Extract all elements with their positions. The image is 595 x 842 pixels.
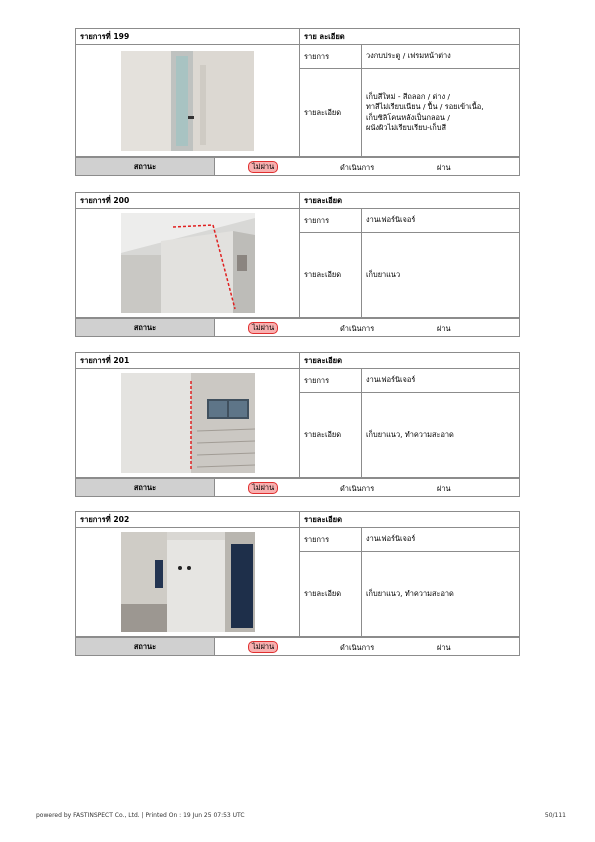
item-value: งานเฟอร์นิเจอร์ — [362, 528, 520, 552]
inspection-photo — [121, 51, 254, 151]
status-option-pass[interactable]: ผ่าน — [437, 643, 451, 652]
item-title: รายการที่ 202 — [76, 512, 300, 528]
photo-cell — [76, 369, 300, 478]
status-option-pass[interactable]: ผ่าน — [437, 484, 451, 493]
inspection-item — [75, 28, 519, 176]
item-value: งานเฟอร์นิเจอร์ — [362, 209, 520, 233]
detail-line: เก็บยาแนว, ทำความสะอาด — [366, 588, 454, 598]
item-label: รายการ — [300, 209, 362, 233]
item-title: รายการที่ 201 — [76, 353, 300, 369]
status-badge-fail[interactable]: ไม่ผ่าน — [248, 482, 278, 494]
detail-line: เก็บยาแนว — [366, 269, 401, 279]
status-options — [215, 158, 520, 176]
detail-label: รายละเอียด — [300, 393, 362, 478]
detail-value — [362, 393, 520, 478]
detail-line: เก็บสีใหม่ - สีถลอก / ด่าง / — [366, 91, 450, 101]
inspection-item — [75, 511, 519, 656]
item-value: วงกบประตู / เฟรมหน้าต่าง — [362, 45, 520, 69]
item-value: งานเฟอร์นิเจอร์ — [362, 369, 520, 393]
inspection-photo — [121, 532, 255, 632]
detail-line: เก็บซิลิโคนหลังเป็นกลอน / — [366, 112, 450, 122]
status-label: สถานะ — [76, 638, 215, 656]
status-option-in-progress[interactable]: ดำเนินการ — [340, 163, 375, 172]
detail-value — [362, 69, 520, 157]
photo-cell — [76, 45, 300, 157]
status-option-pass[interactable]: ผ่าน — [437, 163, 451, 172]
page-number: 50/111 — [544, 812, 566, 819]
detail-label: รายละเอียด — [300, 233, 362, 318]
footer-printed-on: powered by FASTINSPECT Co., Ltd. | Printed On : 19 Jun 25 07:53 UTC — [36, 812, 245, 819]
inspection-photo — [121, 213, 255, 313]
detail-header: รายละเอียด — [300, 193, 520, 209]
photo-cell — [76, 209, 300, 318]
status-options — [215, 319, 520, 337]
detail-header: ราย ละเอียด — [300, 29, 520, 45]
detail-label: รายละเอียด — [300, 552, 362, 637]
detail-value — [362, 233, 520, 318]
status-badge-fail[interactable]: ไม่ผ่าน — [248, 641, 278, 653]
item-title: รายการที่ 199 — [76, 29, 300, 45]
status-options — [215, 479, 520, 497]
inspection-item — [75, 192, 519, 337]
photo-cell — [76, 528, 300, 637]
status-badge-fail[interactable]: ไม่ผ่าน — [248, 161, 278, 173]
status-option-in-progress[interactable]: ดำเนินการ — [340, 484, 375, 493]
status-label: สถานะ — [76, 158, 215, 176]
detail-value — [362, 552, 520, 637]
status-option-in-progress[interactable]: ดำเนินการ — [340, 324, 375, 333]
detail-line: เก็บยาแนว, ทำความสะอาด — [366, 429, 454, 439]
item-label: รายการ — [300, 528, 362, 552]
status-badge-fail[interactable]: ไม่ผ่าน — [248, 322, 278, 334]
status-option-pass[interactable]: ผ่าน — [437, 324, 451, 333]
detail-label: รายละเอียด — [300, 69, 362, 157]
item-label: รายการ — [300, 369, 362, 393]
status-option-in-progress[interactable]: ดำเนินการ — [340, 643, 375, 652]
status-options — [215, 638, 520, 656]
status-label: สถานะ — [76, 479, 215, 497]
item-title: รายการที่ 200 — [76, 193, 300, 209]
detail-header: รายละเอียด — [300, 353, 520, 369]
inspection-photo — [121, 373, 255, 473]
detail-line: ทาสีไม่เรียบเนียน / ปื้น / รอยเข้าเนื้อ, — [366, 102, 484, 111]
detail-line: ผนังผิวไม่เรียบเรียบ-เก็บสี — [366, 123, 446, 132]
inspection-item — [75, 352, 519, 497]
detail-header: รายละเอียด — [300, 512, 520, 528]
status-label: สถานะ — [76, 319, 215, 337]
item-label: รายการ — [300, 45, 362, 69]
